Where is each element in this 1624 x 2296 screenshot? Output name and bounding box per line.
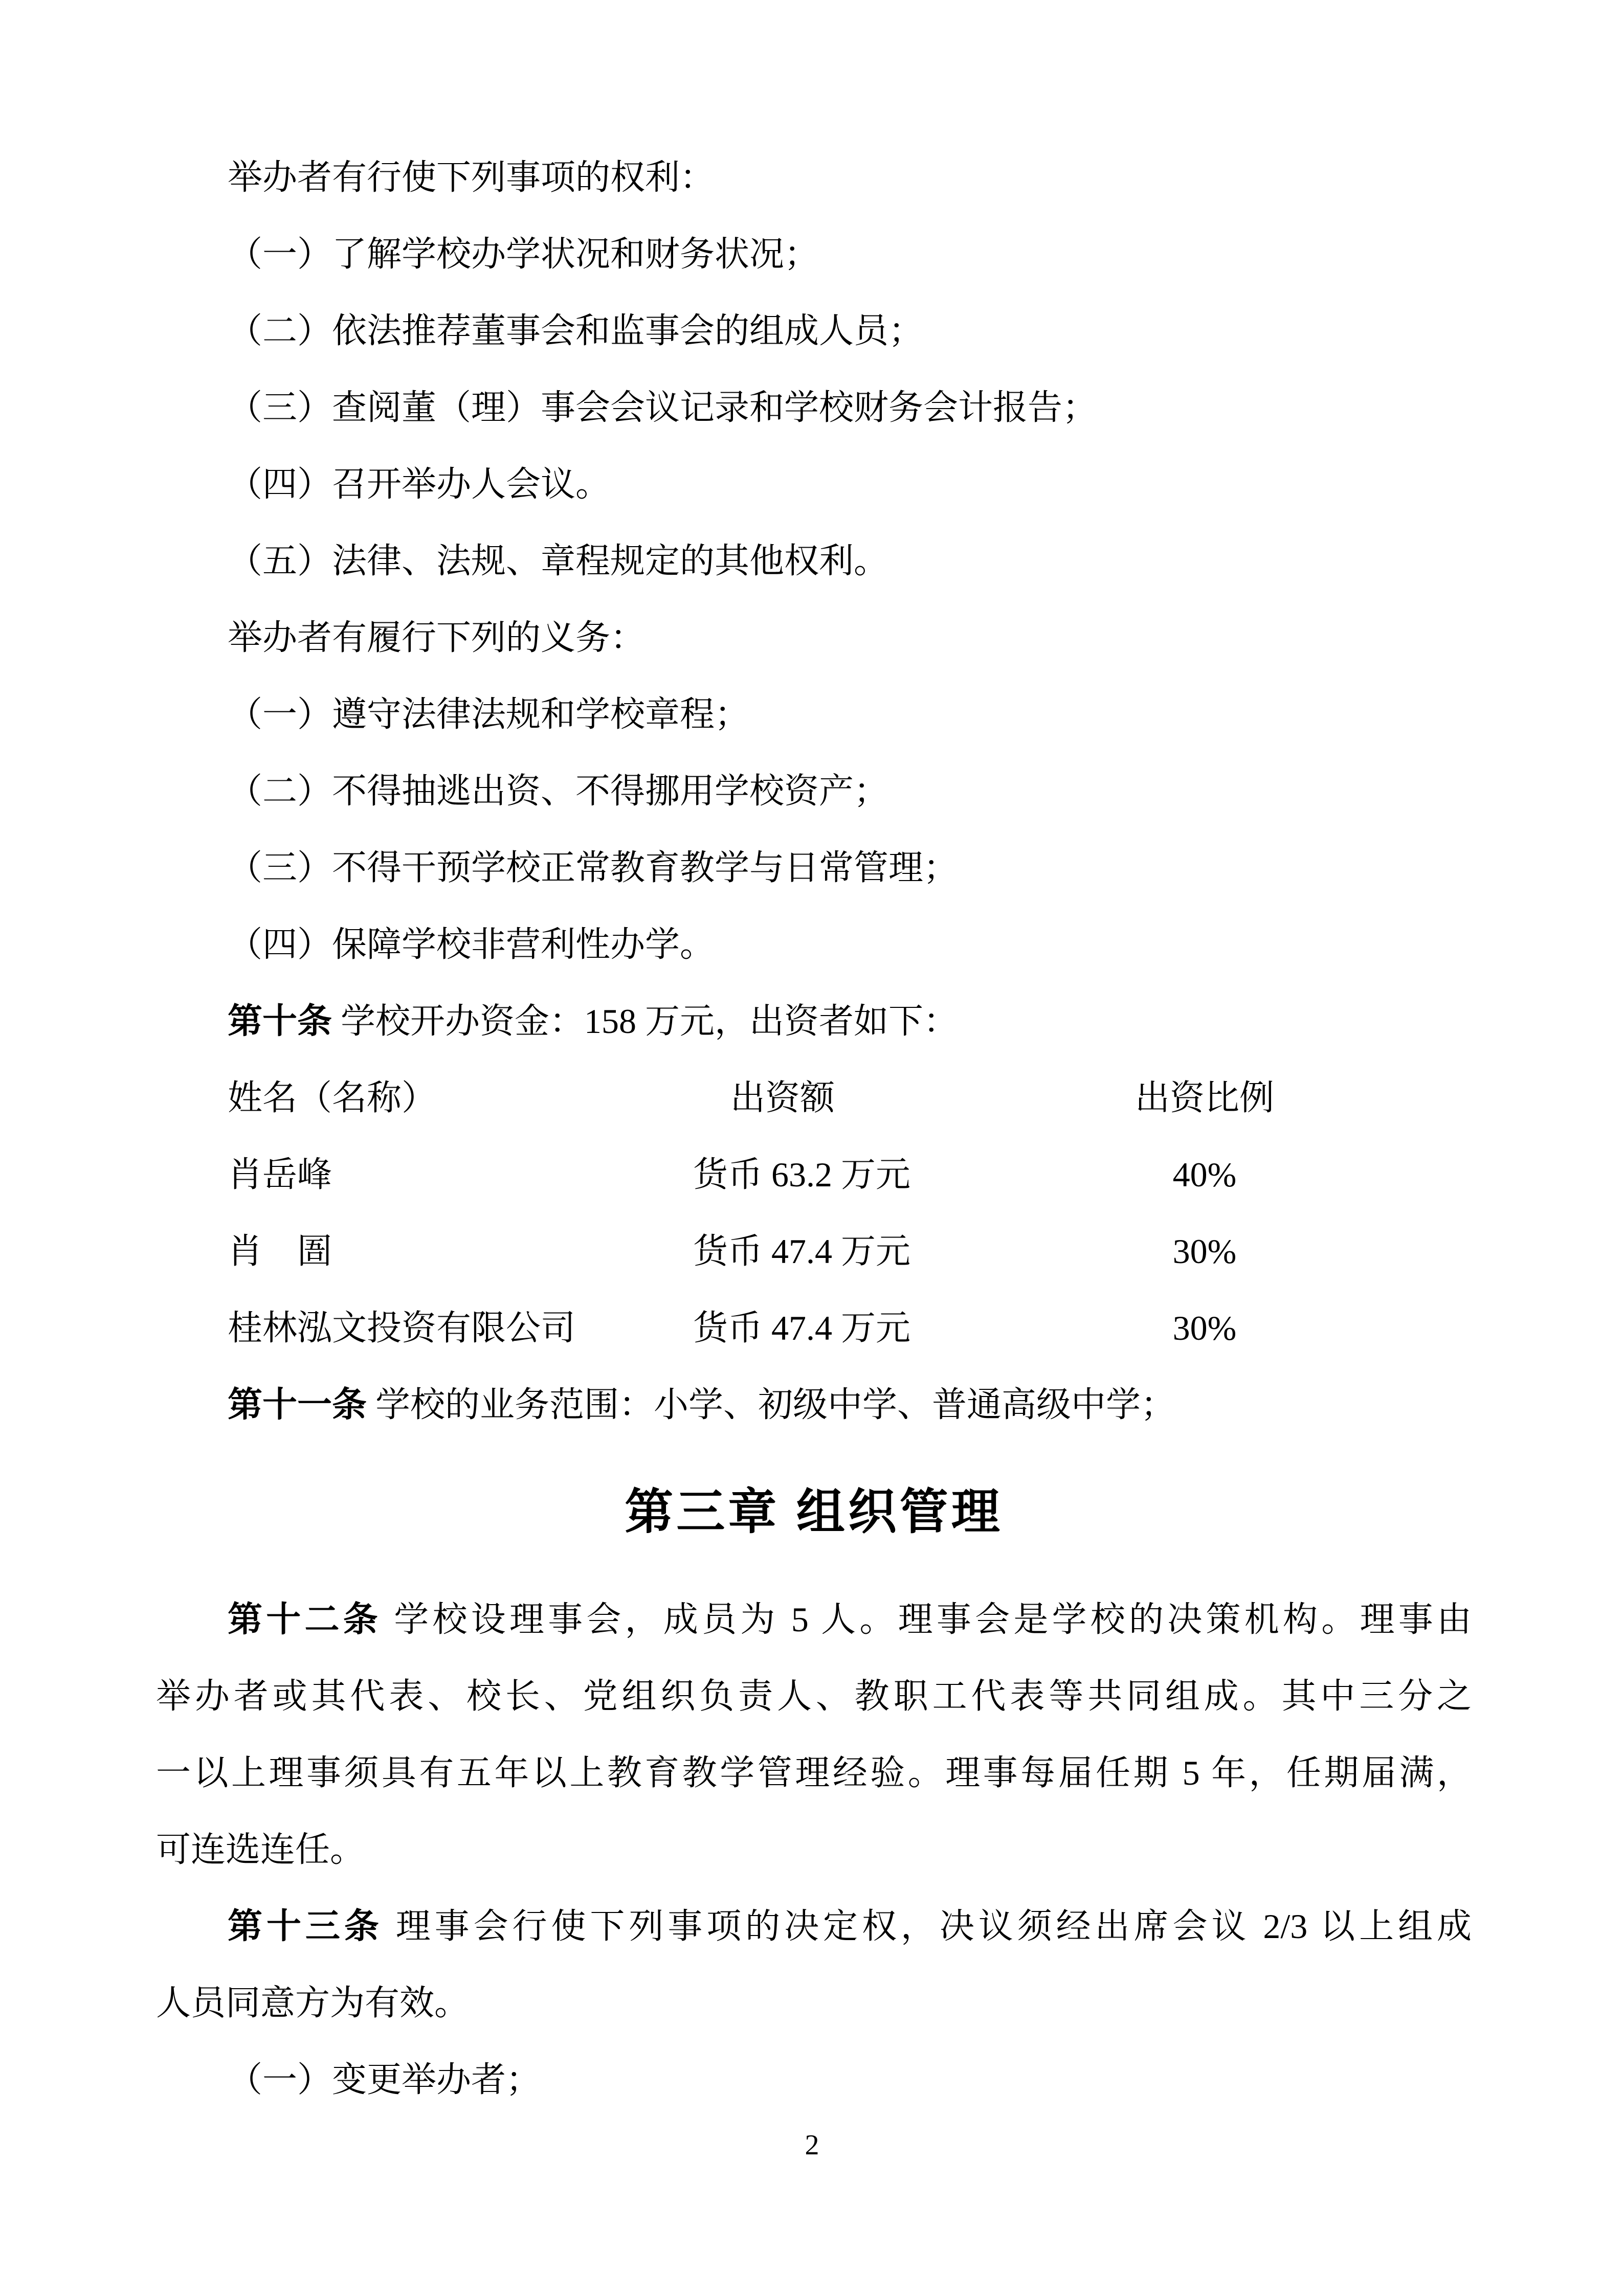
table-header-row <box>156 1060 1472 1136</box>
table-cell-ratio: 40% <box>1172 1155 1237 1194</box>
table-header-name: 姓名（名称） <box>228 1078 437 1117</box>
table-header-amount: 出资额 <box>730 1078 835 1117</box>
table-header-ratio: 出资比例 <box>1134 1078 1274 1117</box>
table-row <box>156 1213 1472 1290</box>
rights-item-2: （二）依法推荐董事会和监事会的组成人员； <box>228 311 924 350</box>
table-cell-amount: 货币 47.4 万元 <box>693 1309 911 1347</box>
table-row <box>156 1290 1472 1366</box>
page-number: 2 <box>805 2129 819 2161</box>
article-12-line-1 <box>156 1581 1472 1658</box>
obligation-item-1: （一）遵守法律法规和学校章程； <box>228 695 750 734</box>
article-10-line <box>156 983 1472 1060</box>
rights-item-5: （五）法律、法规、章程规定的其他权利。 <box>228 542 889 580</box>
table-cell-name: 肖 圄 <box>228 1232 332 1271</box>
table-cell-ratio: 30% <box>1172 1309 1237 1347</box>
rights-item-3: （三）查阅董（理）事会会议记录和学校财务会计报告； <box>228 388 1098 427</box>
article-13-text: 理事会行使下列事项的决定权，决议须经出席会议 2/3 以上组成 <box>383 1907 1472 1946</box>
article-12-line-3: 一以上理事须具有五年以上教育教学管理经验。理事每届任期 5 年，任期届满， <box>156 1753 1472 1792</box>
table-row <box>156 1136 1472 1213</box>
rights-item-4: （四）召开举办人会议。 <box>228 465 611 504</box>
decision-item-1: （一）变更举办者； <box>228 2060 541 2099</box>
obligation-item-3: （三）不得干预学校正常教育教学与日常管理； <box>228 848 959 887</box>
table-cell-amount: 货币 63.2 万元 <box>693 1155 911 1194</box>
table-cell-name: 桂林泓文投资有限公司 <box>228 1309 576 1347</box>
para-sponsor-rights-intro: 举办者有行使下列事项的权利： <box>228 158 715 197</box>
obligation-item-4: （四）保障学校非营利性办学。 <box>228 925 715 964</box>
article-11-line <box>156 1366 1472 1443</box>
article-12-line-2: 举办者或其代表、校长、党组织负责人、教职工代表等共同组成。其中三分之 <box>156 1677 1472 1716</box>
article-12-line-4: 可连选连任。 <box>156 1830 365 1869</box>
article-13-line-1 <box>156 1888 1472 1965</box>
table-cell-amount: 货币 47.4 万元 <box>693 1232 911 1271</box>
article-11-number: 第十一条 <box>228 1385 367 1424</box>
document-body <box>156 139 1472 2118</box>
article-12-text: 学校设理事会，成员为 5 人。理事会是学校的决策机构。理事由 <box>381 1600 1472 1639</box>
article-12-number: 第十二条 <box>228 1600 382 1639</box>
article-11-text: 学校的业务范围：小学、初级中学、普通高级中学； <box>367 1385 1176 1424</box>
article-10-text: 学校开办资金：158 万元，出资者如下： <box>332 1002 959 1041</box>
article-10-number: 第十条 <box>228 1002 332 1041</box>
obligation-item-2: （二）不得抽逃出资、不得挪用学校资产； <box>228 772 889 811</box>
article-13-line-2: 人员同意方为有效。 <box>156 1984 470 2022</box>
table-cell-ratio: 30% <box>1172 1232 1237 1271</box>
para-sponsor-obligations-intro: 举办者有履行下列的义务： <box>228 618 646 657</box>
article-13-number: 第十三条 <box>228 1907 383 1946</box>
table-cell-name: 肖岳峰 <box>228 1155 332 1194</box>
rights-item-1: （一）了解学校办学状况和财务状况； <box>228 235 819 274</box>
chapter-heading: 第三章 组织管理 <box>625 1485 1003 1539</box>
